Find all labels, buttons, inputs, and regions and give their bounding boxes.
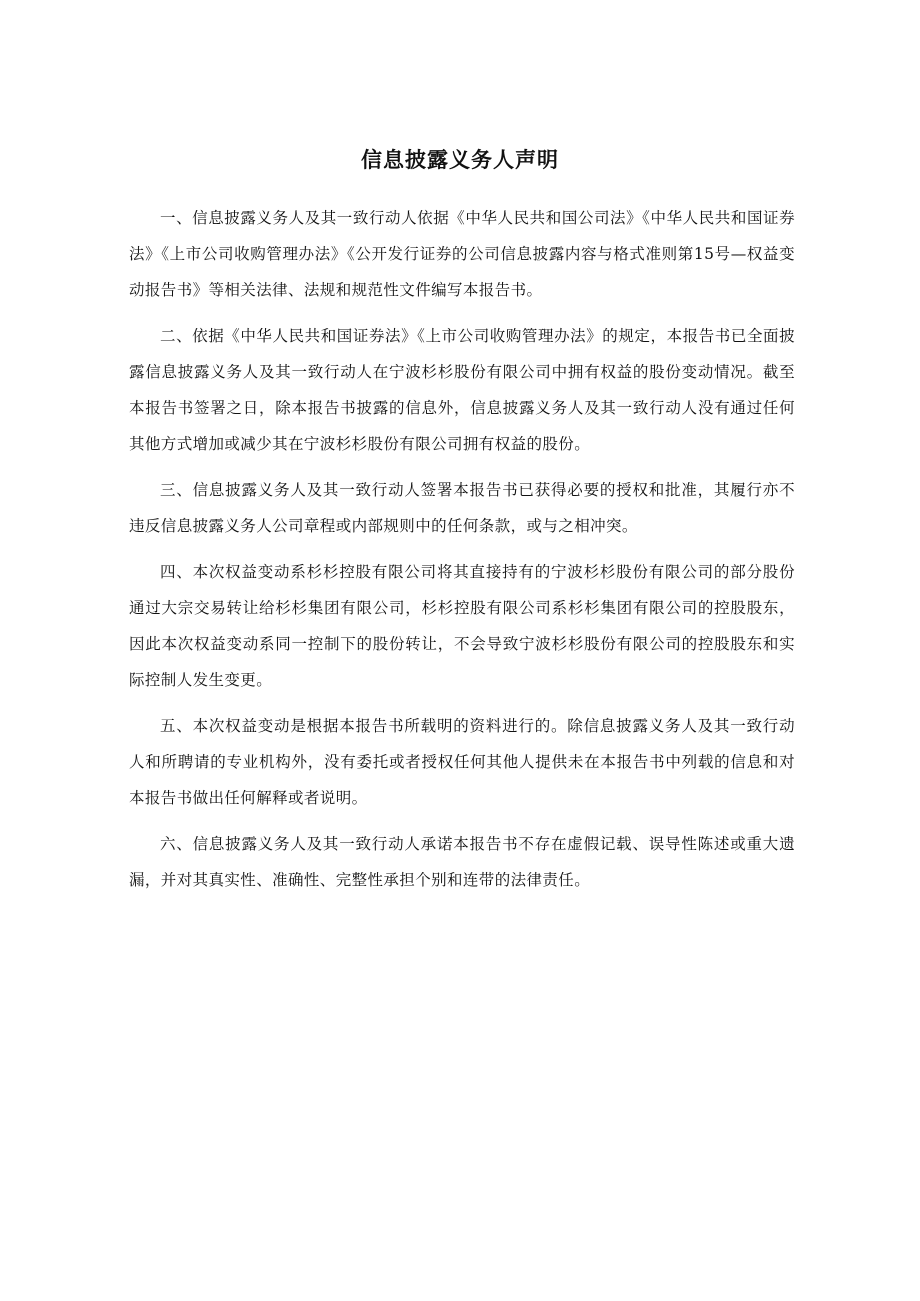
declaration-paragraph-6: 六、信息披露义务人及其一致行动人承诺本报告书不存在虚假记载、误导性陈述或重大遗漏，并对其真实性、准确性、完整性承担个别和连带的法律责任。 [129,835,795,889]
declaration-paragraph-5: 五、本次权益变动是根据本报告书所载明的资料进行的。除信息披露义务人及其一致行动人和所聘请的专业机构外，没有委托或者授权任何其他人提供未在本报告书中列载的信息和对本报告书做出任何解释或者说明。 [129,717,795,807]
declaration-paragraph-3: 三、信息披露义务人及其一致行动人签署本报告书已获得必要的授权和批准，其履行亦不违反信息披露义务人公司章程或内部规则中的任何条款，或与之相冲突。 [129,481,795,535]
declaration-body [129,200,795,908]
declaration-paragraph-4: 四、本次权益变动系杉杉控股有限公司将其直接持有的宁波杉杉股份有限公司的部分股份通过大宗交易转让给杉杉集团有限公司，杉杉控股有限公司系杉杉集团有限公司的控股股东，因此本次权益变动系同一控制下的股份转让，不会导致宁波杉杉股份有限公司的控股股东和实际控制人发生变更。 [129,563,795,689]
page-title: 信息披露义务人声明 [361,148,559,172]
declaration-paragraph-1: 一、信息披露义务人及其一致行动人依据《中华人民共和国公司法》《中华人民共和国证券法》《上市公司收购管理办法》《公开发行证券的公司信息披露内容与格式准则第15号—权益变动报告书》等相关法律、法规和规范性文件编写本报告书。 [129,209,795,299]
declaration-paragraph-2: 二、依据《中华人民共和国证券法》《上市公司收购管理办法》的规定，本报告书已全面披露信息披露义务人及其一致行动人在宁波杉杉股份有限公司中拥有权益的股份变动情况。截至本报告书签署之日，除本报告书披露的信息外，信息披露义务人及其一致行动人没有通过任何其他方式增加或减少其在宁波杉杉股份有限公司拥有权益的股份。 [129,327,795,453]
